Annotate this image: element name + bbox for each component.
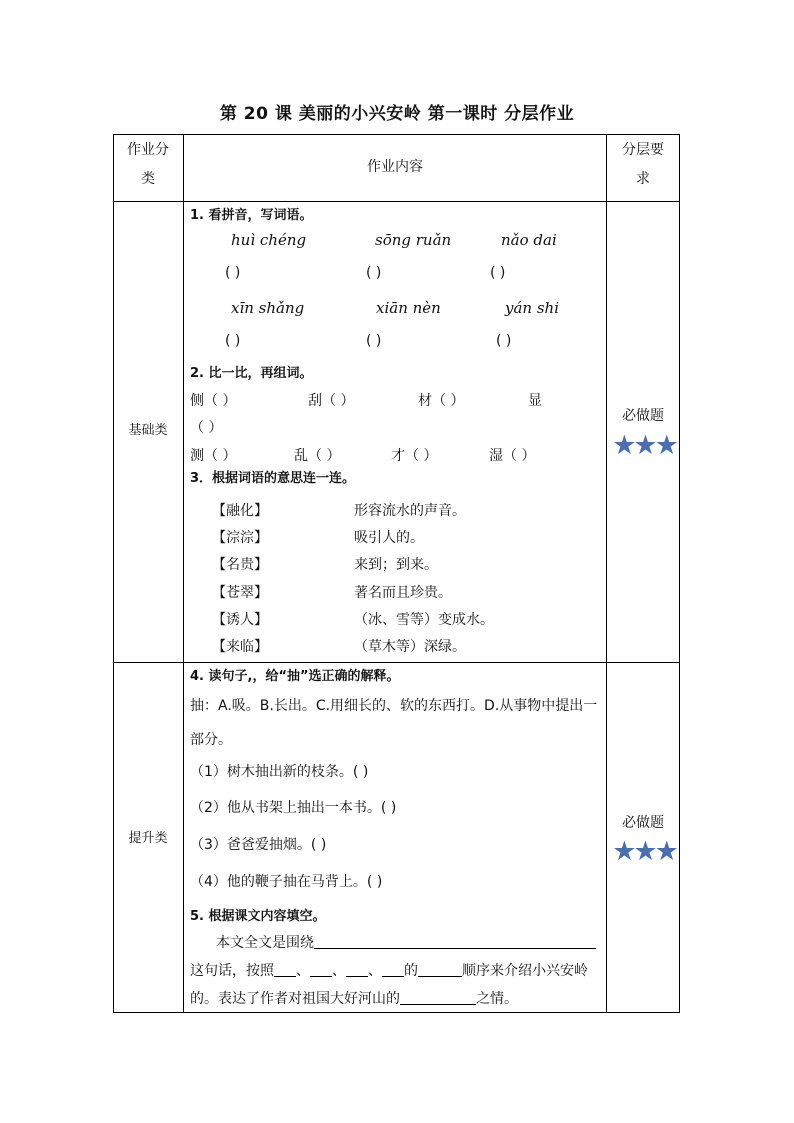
q4-definitions: 抽：A.吸。B.长出。C.用细长的、软的东西打。D.从事物中提出一: [190, 698, 598, 714]
header-content: 作业内容: [367, 159, 423, 175]
q5-text: 这句话，按照: [190, 963, 274, 979]
compare-item: 乱（ ）: [294, 448, 341, 464]
answer-blank[interactable]: ( ): [225, 265, 241, 281]
match-meaning[interactable]: （草木等）深绿。: [354, 639, 466, 655]
q5-text: 的: [404, 963, 418, 979]
compare-item: 显: [528, 393, 542, 409]
match-word[interactable]: 【淙淙】: [212, 530, 268, 546]
q3-title: 3．根据词语的意思连一连。: [190, 471, 356, 486]
answer-blank[interactable]: ( ): [225, 333, 241, 349]
q5-title: 5. 根据课文内容填空。: [190, 909, 326, 924]
table-border-bottom: [113, 1012, 680, 1013]
q4-definitions-cont: 部分。: [190, 732, 232, 748]
match-meaning[interactable]: 吸引人的。: [354, 530, 424, 546]
table-border-right: [679, 134, 680, 1013]
fill-blank[interactable]: [418, 962, 462, 977]
header-requirement-line2: 求: [636, 171, 650, 187]
compare-item: 测（ ）: [190, 448, 237, 464]
compare-item: （ ）: [190, 420, 223, 436]
table-border-left: [113, 134, 114, 1013]
fill-blank[interactable]: [346, 962, 368, 977]
row-divider: [113, 662, 680, 663]
q5-text: 本文全文是围绕: [216, 935, 314, 951]
header-category-line1: 作业分: [127, 142, 169, 158]
q5-text: 之情。: [476, 991, 518, 1007]
compare-item: 湿（ ）: [489, 448, 536, 464]
table-border-top: [113, 134, 680, 135]
q2-title: 2. 比一比，再组词。: [190, 366, 313, 381]
pinyin: sōng ruǎn: [375, 231, 452, 249]
compare-item: 刮（ ）: [308, 393, 355, 409]
fill-blank[interactable]: [274, 962, 296, 977]
q4-title: 4. 读句子,，给“抽”选正确的解释。: [190, 669, 400, 684]
header-divider: [113, 201, 680, 202]
header-category: [113, 134, 183, 196]
compare-item: 才（ ）: [391, 448, 438, 464]
header-requirement: [607, 134, 679, 196]
pinyin: xiān nèn: [376, 299, 441, 317]
category-basic: 基础类: [128, 423, 168, 438]
q5-text: 、: [368, 963, 382, 979]
q5-line2: [190, 960, 588, 980]
fill-blank[interactable]: [314, 934, 596, 949]
pinyin: xīn shǎng: [231, 299, 305, 317]
compare-item: 侧（ ）: [190, 393, 237, 409]
q1-title: 1. 看拼音，写词语。: [190, 208, 313, 223]
page-title: 第 20 课 美丽的小兴安岭 第一课时 分层作业: [219, 104, 575, 124]
match-word[interactable]: 【融化】: [212, 503, 268, 519]
star-rating-icon: ★★★: [612, 836, 676, 867]
match-meaning[interactable]: 著名而且珍贵。: [354, 585, 452, 601]
header-category-line2: 类: [141, 171, 155, 187]
answer-blank[interactable]: ( ): [366, 333, 382, 349]
q4-item[interactable]: （1）树木抽出新的枝条。( ): [190, 764, 369, 780]
column-divider-2: [606, 134, 607, 1013]
fill-blank[interactable]: [400, 990, 476, 1005]
match-meaning[interactable]: 形容流水的声音。: [354, 503, 466, 519]
q5-text: 顺序来介绍小兴安岭: [462, 963, 588, 979]
answer-blank[interactable]: ( ): [496, 333, 512, 349]
star-rating-icon: ★★★: [612, 430, 676, 461]
category-advanced: 提升类: [128, 831, 168, 846]
header-requirement-line1: 分层要: [622, 142, 664, 158]
pinyin: nǎo dai: [501, 231, 557, 249]
q4-item[interactable]: （2）他从书架上抽出一本书。( ): [190, 800, 397, 816]
fill-blank[interactable]: [382, 962, 404, 977]
answer-blank[interactable]: ( ): [490, 265, 506, 281]
column-divider-1: [183, 134, 184, 1013]
match-word[interactable]: 【来临】: [212, 639, 268, 655]
q5-text: 、: [296, 963, 310, 979]
match-word[interactable]: 【诱人】: [212, 612, 268, 628]
match-meaning[interactable]: 来到；到来。: [354, 557, 438, 573]
match-word[interactable]: 【名贵】: [212, 557, 268, 573]
requirement-advanced: 必做题: [622, 815, 664, 831]
q5-line1: [216, 932, 596, 952]
q5-line3: [190, 988, 518, 1008]
match-meaning[interactable]: （冰、雪等）变成水。: [354, 612, 494, 628]
compare-item: 材（ ）: [418, 393, 465, 409]
answer-blank[interactable]: ( ): [366, 265, 382, 281]
match-word[interactable]: 【苍翠】: [212, 585, 268, 601]
q4-item[interactable]: （4）他的鞭子抽在马背上。( ): [190, 874, 383, 890]
requirement-basic: 必做题: [622, 408, 664, 424]
fill-blank[interactable]: [310, 962, 332, 977]
homework-table: [113, 134, 680, 1013]
q5-text: 的。表达了作者对祖国大好河山的: [190, 991, 400, 1007]
pinyin: huì chéng: [231, 231, 307, 249]
pinyin: yán shi: [505, 299, 560, 317]
q5-text: 、: [332, 963, 346, 979]
q4-item[interactable]: （3）爸爸爱抽烟。( ): [190, 837, 327, 853]
